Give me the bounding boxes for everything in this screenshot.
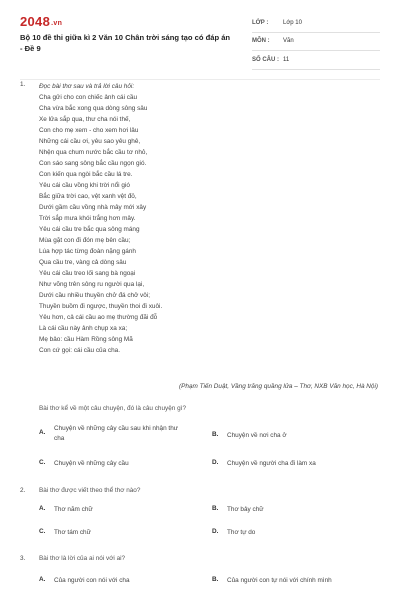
option-letter: A. <box>39 576 46 583</box>
sub-question-text: Bài thơ kể về một câu chuyện, đó là câu chuyện gì? <box>39 405 187 412</box>
meta-value: Văn <box>283 38 294 45</box>
option-b[interactable] <box>212 576 377 586</box>
poem-line: Mẹ bảo: cầu Hàm Rồng sông Mã <box>39 336 133 343</box>
poem-line: Thuyền buồm đi ngược, thuyền thoi đi xuôi. <box>39 303 163 310</box>
option-a[interactable] <box>39 576 199 586</box>
poem-line: Dưới gầm cầu vồng nhà mây mới xây <box>39 204 147 211</box>
option-letter: D. <box>212 459 219 466</box>
option-d[interactable] <box>212 459 372 469</box>
option-b[interactable] <box>212 431 372 441</box>
header-divider <box>20 79 380 80</box>
option-letter: B. <box>212 505 219 512</box>
option-letter: A. <box>39 429 46 436</box>
poem-line: Yêu hơn, cả cái cầu ao mẹ thường đãi đỗ <box>39 314 158 321</box>
option-text: Chuyện về những cây cầu <box>54 460 129 467</box>
option-text: Chuyện về nơi cha ở <box>227 432 287 439</box>
question-number: 3. <box>20 555 26 562</box>
meta-row-subject <box>252 33 380 52</box>
question-1-body <box>39 81 374 356</box>
option-text: Thơ bảy chữ <box>227 506 264 513</box>
option-a[interactable] <box>39 424 189 443</box>
poem-line: Con kiến qua ngòi bắc cầu lá tre. <box>39 171 133 178</box>
question-text: Bài thơ được viết theo thể thơ nào? <box>39 487 141 494</box>
option-c[interactable] <box>39 459 199 469</box>
poem-line: Cha gửi cho con chiếc ảnh cái cầu <box>39 94 138 101</box>
option-text: Thơ năm chữ <box>54 506 93 513</box>
poem-line: Bắc giữa trời cao, vệt xanh vệt đỏ, <box>39 193 137 200</box>
meta-label: MÔN : <box>252 38 270 45</box>
meta-row-count <box>252 51 380 70</box>
poem-line: Yêu cái cầu tre bắc qua sông máng <box>39 226 140 233</box>
poem-source: (Phạm Tiến Duật, Vầng trăng quầng lửa – Thơ, NXB Văn học, Hà Nội) <box>179 383 378 390</box>
logo-main: 2048 <box>20 14 51 29</box>
poem-line: Là cái cầu này ảnh chụp xa xa; <box>39 325 128 332</box>
poem-line: Lúa hợp tác từng đoàn nặng gánh <box>39 248 136 255</box>
poem-line: Yêu cái cầu vồng khi trời nổi gió <box>39 182 130 189</box>
option-text: Chuyện về những cây cầu sau khi nhận thư cha <box>54 425 179 442</box>
poem-line: Con cứ gọi: cái cầu của cha. <box>39 347 121 354</box>
question-text: Bài thơ là lời của ai nói với ai? <box>39 555 126 562</box>
poem-line: Con cho mẹ xem - cho xem hơi lâu <box>39 127 139 134</box>
poem-line: Như võng trên sông ru người qua lại, <box>39 281 145 288</box>
option-text: Thơ tự do <box>227 529 256 536</box>
meta-value: 11 <box>283 56 290 63</box>
meta-table <box>252 14 380 70</box>
page-title: Bộ 10 đề thi giữa kì 2 Văn 10 Chân trời sáng tạo có đáp án - Đề 9 <box>20 33 231 53</box>
poem-line: Nhện qua chum nước bắc cầu tơ nhỏ, <box>39 149 148 156</box>
question-number: 1. <box>20 81 26 88</box>
option-letter: C. <box>39 528 46 535</box>
question-prompt: Đọc bài thơ sau và trả lời câu hỏi: <box>39 83 135 90</box>
option-b[interactable] <box>212 505 372 515</box>
meta-value: Lớp 10 <box>283 19 302 26</box>
site-logo[interactable] <box>20 14 62 29</box>
poem-line: Trời sắp mưa khói trắng hơn mây. <box>39 215 136 222</box>
poem-line: Con sáo sang sông bắc cầu ngọn gió. <box>39 160 147 167</box>
poem-line: Cha vừa bắc xong qua dòng sông sâu <box>39 105 148 112</box>
option-letter: A. <box>39 505 46 512</box>
meta-row-class <box>252 14 380 33</box>
option-d[interactable] <box>212 528 372 538</box>
option-letter: B. <box>212 576 219 583</box>
option-text: Của người con nói với cha <box>54 577 130 584</box>
option-letter: B. <box>212 431 219 438</box>
meta-label: SỐ CÂU : <box>252 56 279 63</box>
option-text: Của người con tự nói với chính mình <box>227 577 332 584</box>
option-c[interactable] <box>39 528 199 538</box>
poem-line: Yêu cái cầu treo lối sang bà ngoại <box>39 270 136 277</box>
poem-line: Dưới cầu nhiều thuyền chở đá chở vôi; <box>39 292 150 299</box>
poem-line: Những cái cầu ơi, yêu sao yêu ghê, <box>39 138 141 145</box>
option-text: Chuyện về người cha đi làm xa <box>227 460 316 467</box>
poem-line: Xe lửa sắp qua, thư cha nói thế, <box>39 116 131 123</box>
poem-line: Mùa gặt con đi đón mẹ bên cầu; <box>39 237 131 244</box>
poem-line: Qua cầu tre, vàng cả dòng sâu <box>39 259 127 266</box>
meta-label: LỚP : <box>252 19 269 26</box>
option-letter: D. <box>212 528 219 535</box>
option-letter: C. <box>39 459 46 466</box>
question-number: 2. <box>20 487 26 494</box>
logo-sub: .vn <box>51 20 63 27</box>
option-text: Thơ tám chữ <box>54 529 91 536</box>
option-a[interactable] <box>39 505 199 515</box>
